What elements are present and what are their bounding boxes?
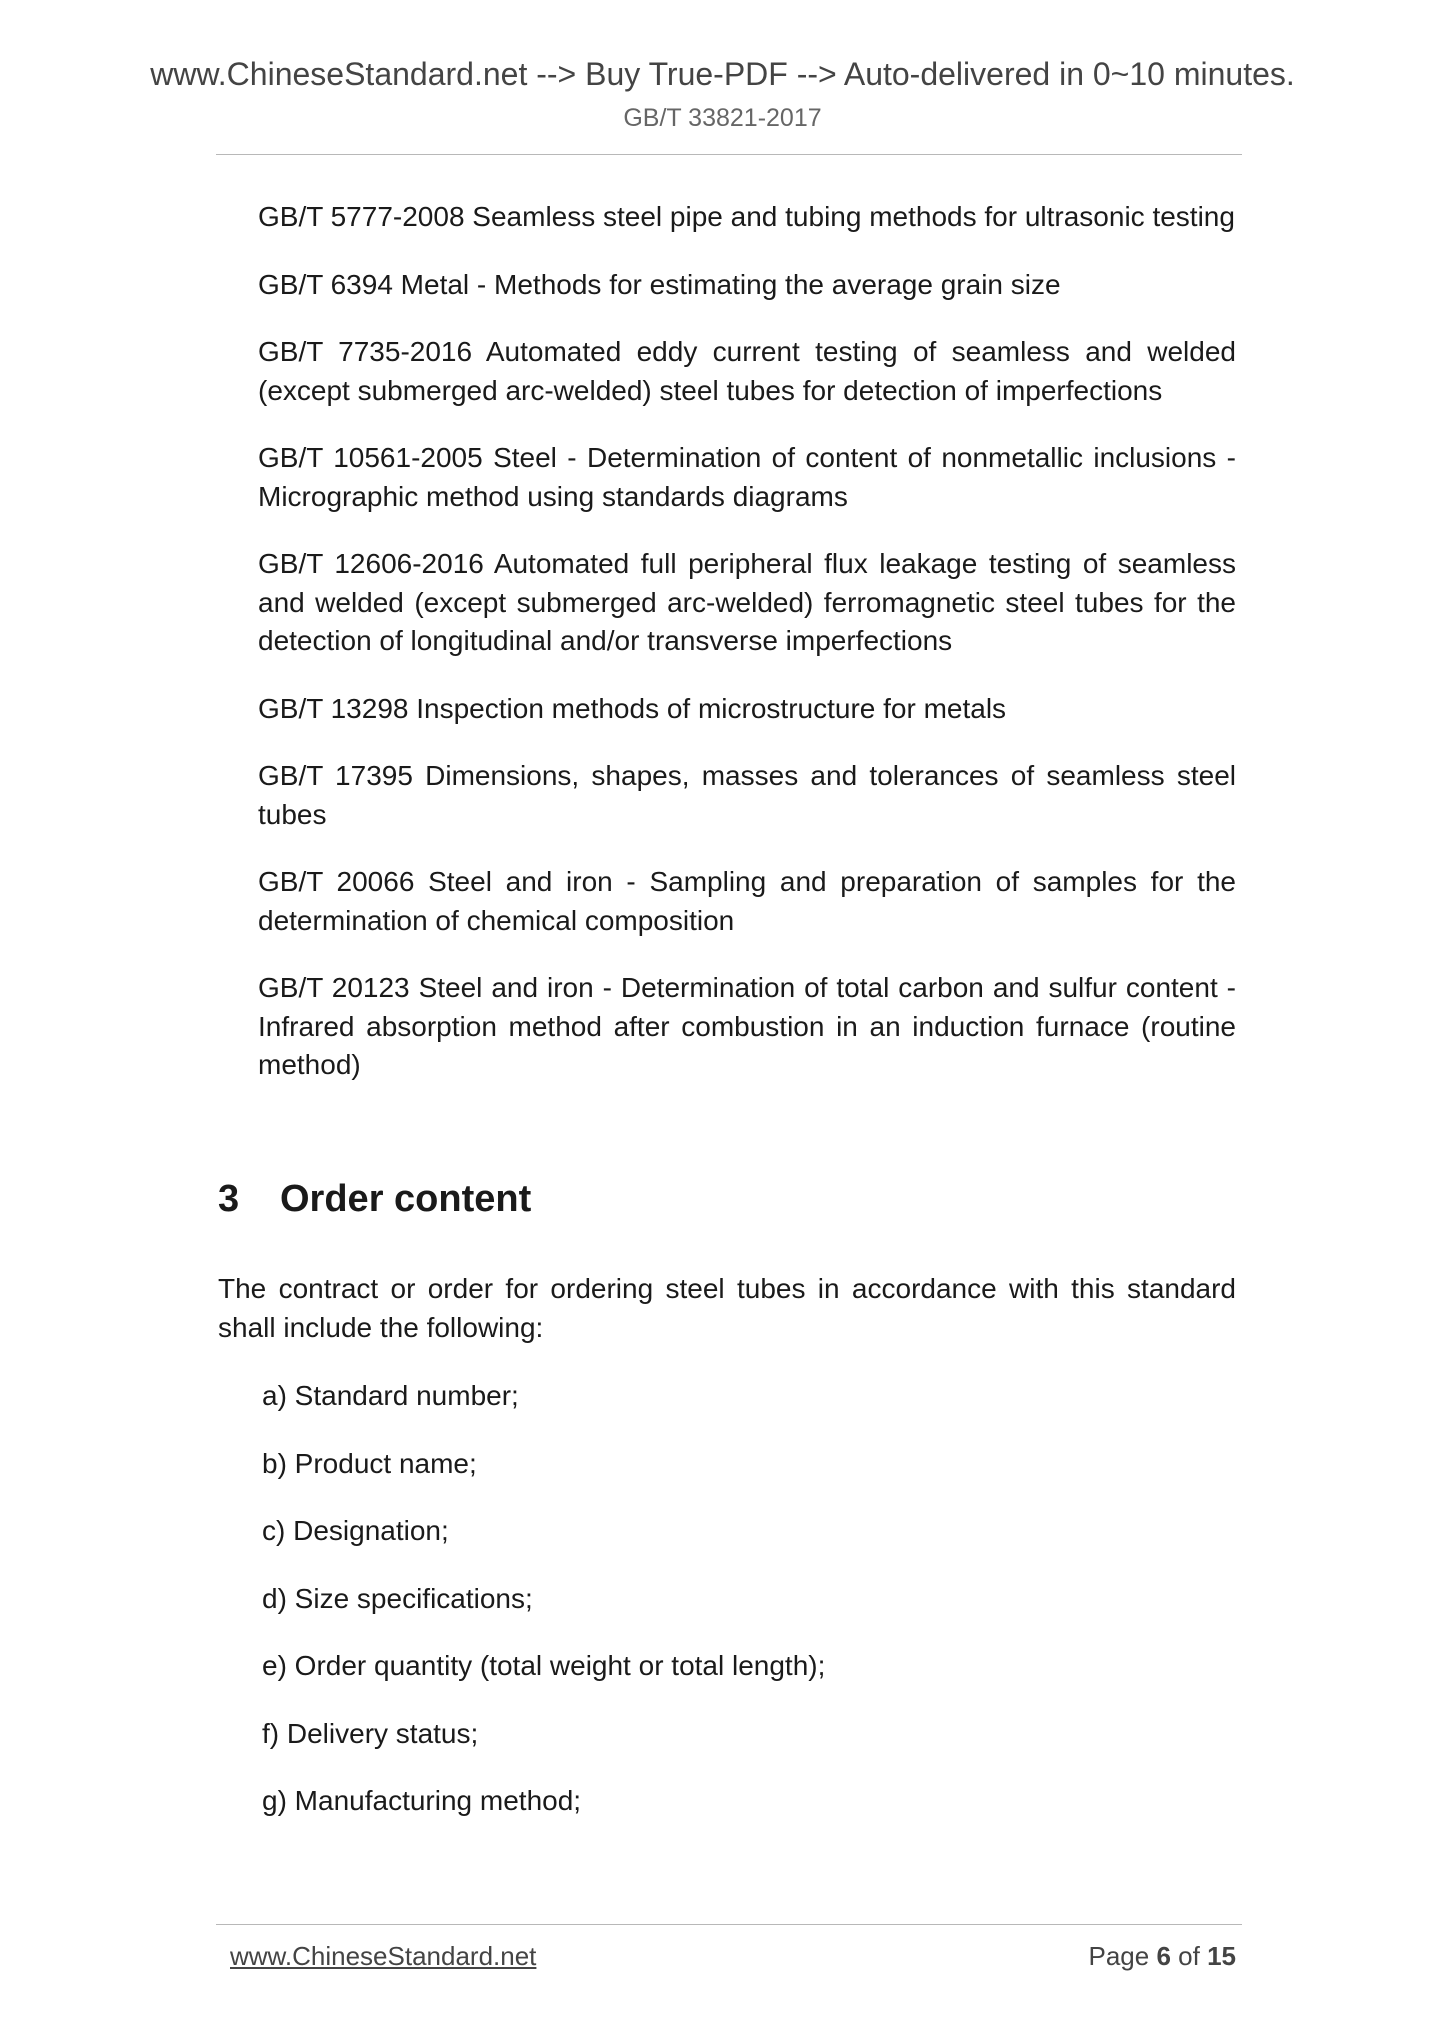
footer-website-link[interactable]: www.ChineseStandard.net (230, 1941, 537, 1971)
reference-item: GB/T 20123 Steel and iron - Determination of total carbon and sulfur content - Infrared absorption method after combustion in an induction furnace (routine method) (258, 972, 1236, 1080)
page-current: 6 (1156, 1941, 1171, 1971)
section-number: 3 (218, 1178, 240, 1220)
header-divider (216, 154, 1242, 155)
list-item: c) Designation; (262, 1515, 449, 1546)
section-intro: The contract or order for ordering steel tubes in accordance with this standard shall include the following: (218, 1273, 1236, 1343)
list-item: d) Size specifications; (262, 1582, 533, 1614)
list-item: f) Delivery status; (262, 1717, 479, 1749)
page-number (1088, 1941, 1236, 1972)
list-item: a) Standard number; (262, 1380, 519, 1411)
list-item: e) Order quantity (total weight or total length); (262, 1650, 826, 1681)
reference-item: GB/T 10561-2005 Steel - Determination of content of nonmetallic inclusions - Micrographic method using standards diagrams (258, 442, 1236, 512)
list-item: g) Manufacturing method; (262, 1785, 582, 1816)
reference-item: GB/T 5777-2008 Seamless steel pipe and tubing methods for ultrasonic testing (258, 201, 1235, 232)
reference-item: GB/T 7735-2016 Automated eddy current testing of seamless and welded (except submerged arc-welded) steel tubes for detection of imperfections (258, 336, 1236, 406)
reference-item: GB/T 12606-2016 Automated full peripheral flux leakage testing of seamless and welded (except submerged arc-welded) ferromagnetic steel tubes for the detection of longitudinal and/or transverse imperfections (258, 548, 1236, 656)
section-heading (218, 1178, 531, 1221)
reference-item: GB/T 13298 Inspection methods of microstructure for metals (258, 692, 1007, 724)
section-title: Order content (280, 1178, 532, 1220)
reference-item: GB/T 20066 Steel and iron - Sampling and preparation of samples for the determination of chemical composition (258, 866, 1236, 936)
order-content-list (262, 1377, 825, 1850)
reference-item: GB/T 17395 Dimensions, shapes, masses and tolerances of seamless steel tubes (258, 760, 1236, 830)
page-label: Page (1088, 1941, 1150, 1971)
normative-references-list (258, 198, 1236, 1114)
page-total: 15 (1207, 1941, 1236, 1971)
standard-id: GB/T 33821-2017 (623, 104, 822, 132)
page-of-label: of (1178, 1941, 1200, 1971)
footer-divider (216, 1924, 1242, 1925)
list-item: b) Product name; (262, 1447, 477, 1479)
header-banner: www.ChineseStandard.net --> Buy True-PDF --> Auto-delivered in 0~10 minutes. (150, 56, 1295, 92)
reference-item: GB/T 6394 Metal - Methods for estimating the average grain size (258, 268, 1061, 300)
